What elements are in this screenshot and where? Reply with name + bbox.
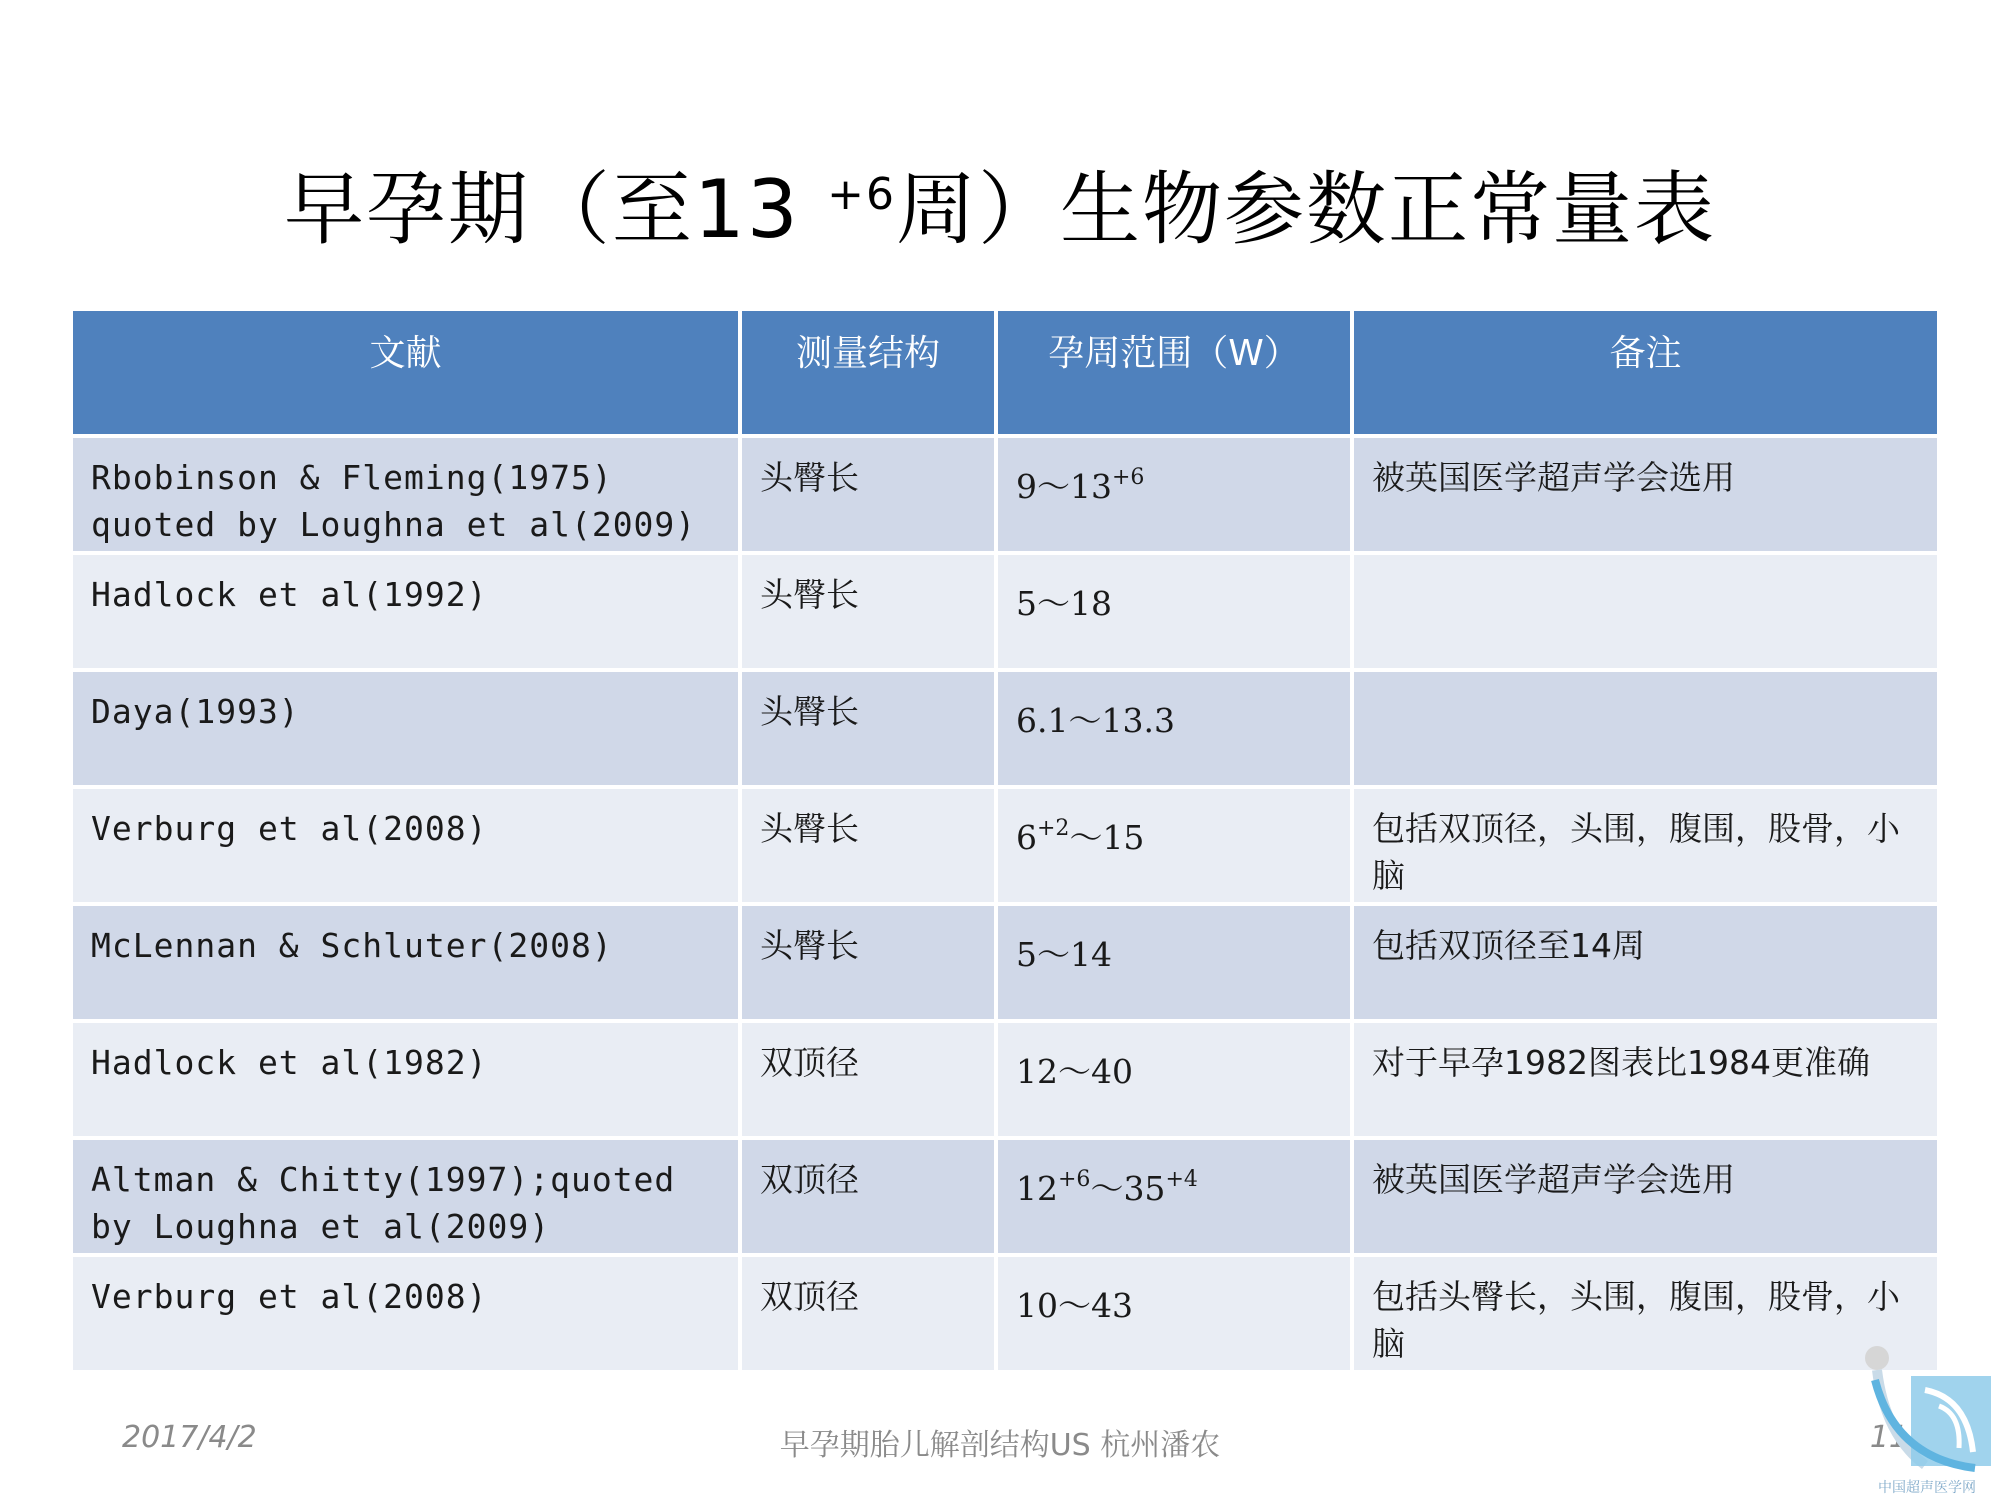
cell-reference: Rbobinson & Fleming(1975) quoted by Loughna et al(2009) xyxy=(73,438,738,551)
footer-date: 2017/4/2 xyxy=(122,1420,257,1455)
table-row xyxy=(73,438,1937,551)
cell-structure: 双顶径 xyxy=(742,1257,994,1370)
header-structure: 测量结构 xyxy=(742,311,994,434)
cell-note: 包括双顶径，头围，腹围，股骨，小脑 xyxy=(1354,789,1937,902)
cell-range: $12^{+6}\sim 35^{+4}$ xyxy=(998,1140,1350,1253)
cell-reference: Altman & Chitty(1997);quoted by Loughna et al(2009) xyxy=(73,1140,738,1253)
table-row xyxy=(73,555,1937,668)
cell-range: 12～40 xyxy=(998,1023,1350,1136)
table-row xyxy=(73,1023,1937,1136)
cell-range: 5～14 xyxy=(998,906,1350,1019)
cell-reference: McLennan & Schluter(2008) xyxy=(73,906,738,1019)
cell-reference: Verburg et al(2008) xyxy=(73,789,738,902)
cell-structure: 双顶径 xyxy=(742,1140,994,1253)
table-row xyxy=(73,672,1937,785)
cell-note: 被英国医学超声学会选用 xyxy=(1354,438,1937,551)
cell-reference: Verburg et al(2008) xyxy=(73,1257,738,1370)
cell-range: 6.1～13.3 xyxy=(998,672,1350,785)
logo-text: 中国超声医学网 xyxy=(1878,1480,1976,1496)
cell-structure: 头臀长 xyxy=(742,438,994,551)
cell-note xyxy=(1354,672,1937,785)
cell-structure: 头臀长 xyxy=(742,555,994,668)
cell-note: 包括双顶径至14周 xyxy=(1354,906,1937,1019)
cell-structure: 头臀长 xyxy=(742,789,994,902)
table-row xyxy=(73,1257,1937,1370)
cell-structure: 头臀长 xyxy=(742,672,994,785)
cell-note xyxy=(1354,555,1937,668)
data-table xyxy=(69,307,1941,1374)
table-row xyxy=(73,1140,1937,1253)
cell-reference: Hadlock et al(1992) xyxy=(73,555,738,668)
slide-title: 早孕期（至13 $^{+6}$周）生物参数正常量表 xyxy=(283,163,1717,256)
cell-structure: 双顶径 xyxy=(742,1023,994,1136)
cell-range: $9\sim 13^{+6}$ xyxy=(998,438,1350,551)
cell-note: 被英国医学超声学会选用 xyxy=(1354,1140,1937,1253)
page-number: 11 xyxy=(1869,1420,1908,1455)
cell-note: 对于早孕1982图表比1984更准确 xyxy=(1354,1023,1937,1136)
cell-structure: 头臀长 xyxy=(742,906,994,1019)
header-note: 备注 xyxy=(1354,311,1937,434)
table-row xyxy=(73,789,1937,902)
cell-reference: Hadlock et al(1982) xyxy=(73,1023,738,1136)
cell-reference: Daya(1993) xyxy=(73,672,738,785)
cell-range: $6^{+2}\sim 15$ xyxy=(998,789,1350,902)
table-header-row xyxy=(73,311,1937,434)
header-range: 孕周范围（W） xyxy=(998,311,1350,434)
footer-caption: 早孕期胎儿解剖结构US 杭州潘农 xyxy=(779,1428,1221,1463)
site-logo-icon xyxy=(1855,1340,1995,1500)
header-reference: 文献 xyxy=(73,311,738,434)
cell-range: 5～18 xyxy=(998,555,1350,668)
table-row xyxy=(73,906,1937,1019)
cell-range: 10～43 xyxy=(998,1257,1350,1370)
cell-note: 包括头臀长，头围，腹围，股骨，小脑 xyxy=(1354,1257,1937,1370)
